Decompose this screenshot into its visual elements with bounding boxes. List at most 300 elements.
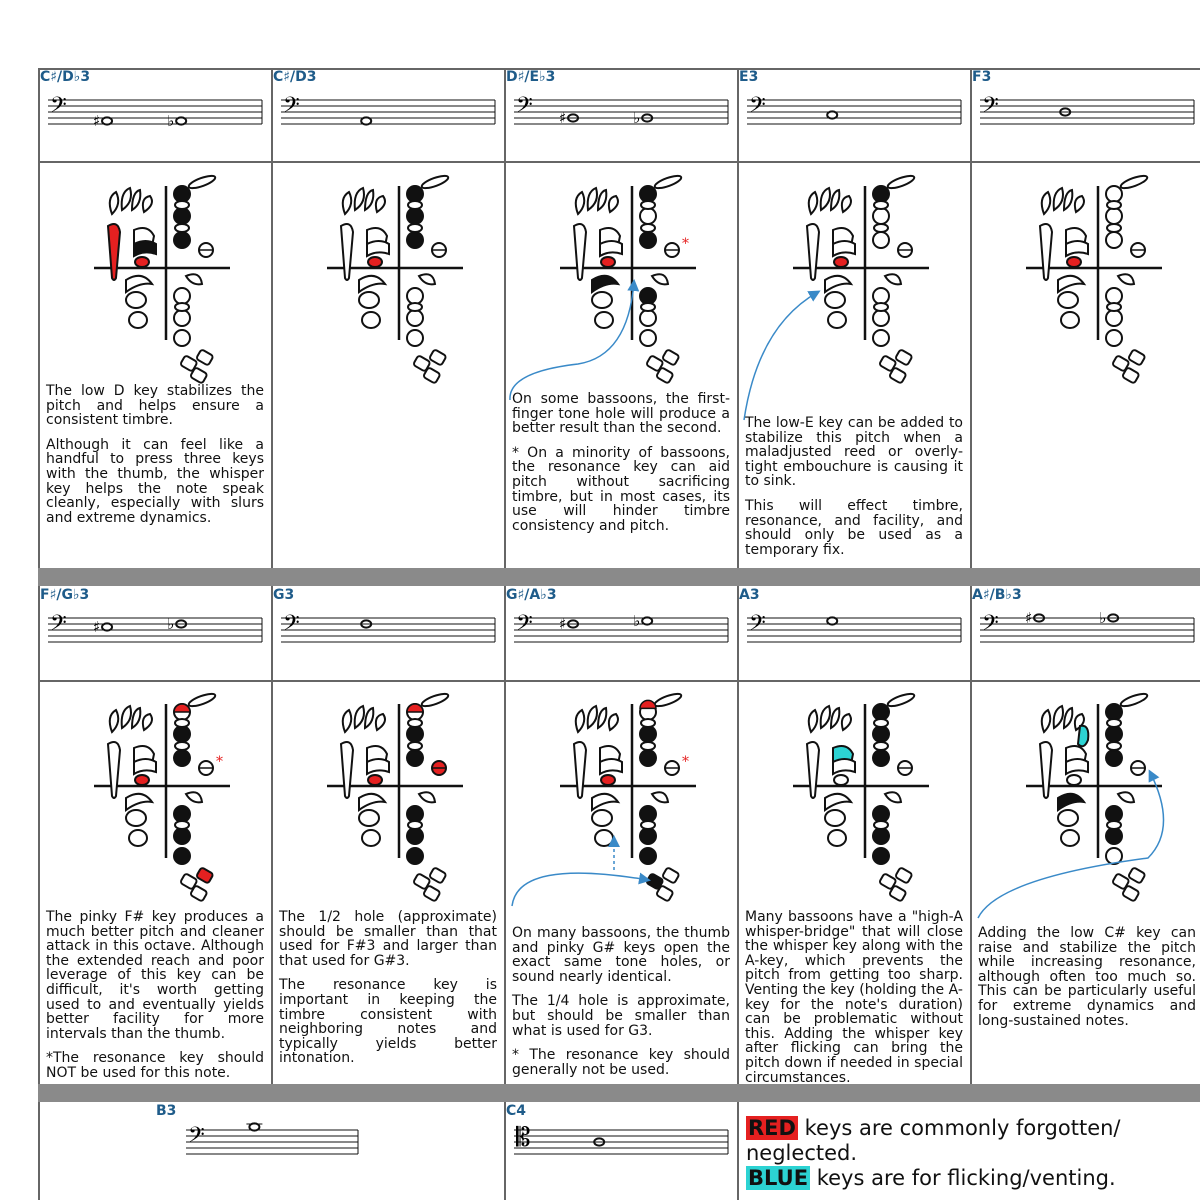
hole-l3 xyxy=(873,750,889,766)
low-d-key xyxy=(108,224,120,280)
rh-trill-1 xyxy=(874,821,888,829)
hole-r1 xyxy=(873,288,889,304)
thumb-key-4 xyxy=(143,196,152,212)
flat-sign: ♭ xyxy=(633,109,641,127)
hole-l3 xyxy=(873,232,889,248)
hole-l3 xyxy=(640,750,656,766)
thumb-e-key xyxy=(1058,276,1084,292)
whisper-lock xyxy=(367,241,389,256)
staff xyxy=(512,1122,730,1166)
whisper-lock xyxy=(134,241,156,256)
alto-clef: 𝄡 xyxy=(516,1123,531,1153)
thumb-gsharp-key xyxy=(362,312,380,328)
note-name: G3 xyxy=(273,587,295,603)
whisper-key xyxy=(886,691,915,708)
bass-clef: 𝄢 xyxy=(982,611,999,641)
hole-l1 xyxy=(873,704,889,720)
fingering-diagram xyxy=(315,690,465,905)
note-name: A3 xyxy=(739,587,760,603)
thumb-key-4 xyxy=(609,196,618,212)
asterisk: * xyxy=(216,754,223,770)
thumb-e-key xyxy=(359,794,385,810)
note-name: G♯/A♭3 xyxy=(506,587,557,603)
whisper-key xyxy=(1119,173,1148,190)
hole-r2 xyxy=(640,310,656,326)
thumb-key-4 xyxy=(842,714,851,730)
note-cell xyxy=(504,586,737,1084)
note-cell xyxy=(38,68,271,568)
hole-r2 xyxy=(873,310,889,326)
fingering-diagram xyxy=(781,172,931,387)
thumb-key-1 xyxy=(576,710,585,732)
thumb-key-2 xyxy=(122,706,131,728)
whisper-key xyxy=(187,173,216,190)
low-d-key xyxy=(807,224,819,280)
description-paragraph: Many bassoons have a "high-A whisper-bridge" that will close the whisper key along with the A-key, which prevents the pitch from getting too sharp. Venting the key (holding the A-key for the note's duration) can be problematic without this. Adding the whisper key after flicking can bring the pitch down if needed in special circumstances. xyxy=(745,909,963,1086)
low-d-key xyxy=(341,224,353,280)
trill-key-2 xyxy=(1107,224,1121,232)
trill-key-1 xyxy=(641,719,655,727)
note-name: C4 xyxy=(506,1103,527,1119)
pancake-key xyxy=(601,775,615,785)
hole-r2 xyxy=(1106,828,1122,844)
hole-r3 xyxy=(873,330,889,346)
hole-l2 xyxy=(1106,208,1122,224)
trill-key-2 xyxy=(175,742,189,750)
hole-r1 xyxy=(640,288,656,304)
thumb-gsharp-key xyxy=(1061,312,1079,328)
hole-r2 xyxy=(1106,310,1122,326)
trill-key-1 xyxy=(175,719,189,727)
pinky-fsharp-key xyxy=(196,867,214,884)
hole-l3 xyxy=(174,750,190,766)
thumb-key-1 xyxy=(110,192,119,214)
fingering-diagram xyxy=(82,690,232,905)
pancake-key xyxy=(135,775,149,785)
thumb-key-4 xyxy=(376,714,385,730)
rh-trill-1 xyxy=(1107,303,1121,311)
blue-label: BLUE xyxy=(748,1166,809,1190)
thumb-e-key xyxy=(592,794,618,810)
hole-r3 xyxy=(1106,330,1122,346)
hole-r1 xyxy=(640,806,656,822)
trill-key-2 xyxy=(874,742,888,750)
hole-l2 xyxy=(174,726,190,742)
pinky-fsharp-key xyxy=(196,349,214,366)
rh-trill-1 xyxy=(874,303,888,311)
bflat-key xyxy=(419,274,435,284)
trill-key-1 xyxy=(641,201,655,209)
thumb-f-key xyxy=(825,810,845,826)
staff xyxy=(279,92,497,136)
hole-l2 xyxy=(1106,726,1122,742)
pancake-key xyxy=(368,257,382,267)
note-cell xyxy=(970,68,1200,568)
whisper-lock xyxy=(833,241,855,256)
hole-r3 xyxy=(640,330,656,346)
thumb-key-2 xyxy=(1054,188,1063,210)
thumb-gsharp-key xyxy=(129,312,147,328)
thumb-key-1 xyxy=(1042,710,1051,732)
thumb-e-key xyxy=(126,276,152,292)
thumb-key-3 xyxy=(365,190,373,210)
description xyxy=(279,910,497,1076)
note-name: E3 xyxy=(739,69,759,85)
bflat-key xyxy=(186,792,202,802)
section-divider xyxy=(38,568,1200,586)
hole-l1 xyxy=(174,186,190,202)
trill-key-1 xyxy=(408,719,422,727)
hole-l1 xyxy=(640,186,656,202)
hole-l3 xyxy=(407,750,423,766)
description-paragraph: The 1/4 hole is approximate, but should be smaller than what is used for G3. xyxy=(512,993,730,1039)
whisper-lock xyxy=(600,759,622,774)
thumb-key-2 xyxy=(588,188,597,210)
note-cell xyxy=(504,68,737,568)
thumb-key-1 xyxy=(809,710,818,732)
note-name: B3 xyxy=(156,1103,177,1119)
hole-l1 xyxy=(1106,704,1122,720)
staff xyxy=(978,610,1196,654)
description xyxy=(46,384,264,535)
description xyxy=(745,910,963,1095)
thumb-key-4 xyxy=(842,196,851,212)
hole-r2 xyxy=(174,828,190,844)
trill-key-1 xyxy=(175,201,189,209)
hole-r2 xyxy=(407,310,423,326)
hole-r1 xyxy=(1106,288,1122,304)
thumb-key-1 xyxy=(809,192,818,214)
bass-clef: 𝄢 xyxy=(50,93,67,123)
rh-trill-1 xyxy=(408,821,422,829)
bflat-key xyxy=(652,274,668,284)
pinky-fsharp-key xyxy=(895,349,913,366)
description xyxy=(978,926,1196,1038)
note-name: C♯/D3 xyxy=(273,69,317,85)
bass-clef: 𝄢 xyxy=(516,93,533,123)
thumb-key-2 xyxy=(355,706,364,728)
pancake-key xyxy=(368,775,382,785)
hole-r1 xyxy=(174,288,190,304)
note-name: A♯/B♭3 xyxy=(972,587,1022,603)
low-d-key xyxy=(807,742,819,798)
rh-trill-1 xyxy=(641,303,655,311)
thumb-f-key xyxy=(592,292,612,308)
thumb-key-3 xyxy=(132,190,140,210)
hole-l3 xyxy=(174,232,190,248)
bflat-key xyxy=(419,792,435,802)
thumb-gsharp-key xyxy=(129,830,147,846)
hole-r2 xyxy=(407,828,423,844)
thumb-gsharp-key xyxy=(595,830,613,846)
sharp-sign: ♯ xyxy=(93,618,101,636)
sharp-sign: ♯ xyxy=(559,615,567,633)
low-d-key xyxy=(108,742,120,798)
asterisk: * xyxy=(682,754,689,770)
low-d-key xyxy=(1040,224,1052,280)
trill-key-2 xyxy=(408,742,422,750)
legend-blue xyxy=(746,1166,1186,1191)
note-cell xyxy=(271,68,504,568)
hole-l3 xyxy=(1106,750,1122,766)
fingering-diagram xyxy=(548,690,698,905)
thumb-key-3 xyxy=(132,708,140,728)
pancake-key xyxy=(601,257,615,267)
note-name: F3 xyxy=(972,69,992,85)
staff xyxy=(745,92,963,136)
note-cell xyxy=(737,586,970,1084)
description-paragraph: Adding the low C# key can raise and stabilize the pitch while increasing resonance, although often too much so. This can be particularly useful for extreme dynamics and long-sustained notes. xyxy=(978,925,1196,1029)
asterisk: * xyxy=(682,236,689,252)
thumb-key-4 xyxy=(376,196,385,212)
whisper-lock xyxy=(134,759,156,774)
hole-r1 xyxy=(174,806,190,822)
thumb-key-2 xyxy=(588,706,597,728)
staff xyxy=(512,610,730,654)
thumb-gsharp-key xyxy=(1061,830,1079,846)
thumb-f-key xyxy=(126,810,146,826)
thumb-key-3 xyxy=(1064,708,1072,728)
thumb-e-key xyxy=(126,794,152,810)
bflat-key xyxy=(652,792,668,802)
pinky-fsharp-key xyxy=(662,867,680,884)
hole-r2 xyxy=(640,828,656,844)
description xyxy=(46,910,264,1091)
trill-key-2 xyxy=(1107,742,1121,750)
trill-key-1 xyxy=(874,201,888,209)
fingering-diagram xyxy=(781,690,931,905)
rh-trill-1 xyxy=(1107,821,1121,829)
trill-key-1 xyxy=(1107,719,1121,727)
thumb-key-1 xyxy=(343,710,352,732)
pancake-key xyxy=(834,257,848,267)
whisper-lock xyxy=(1066,241,1088,256)
pinky-fsharp-key xyxy=(895,867,913,884)
hole-l3 xyxy=(1106,232,1122,248)
note-cell xyxy=(38,1102,504,1200)
rh-trill-1 xyxy=(175,821,189,829)
thumb-e-key xyxy=(1058,794,1084,810)
note-cell xyxy=(38,586,271,1084)
thumb-key-3 xyxy=(1064,190,1072,210)
description-paragraph: The pinky F# key produces a much better pitch and cleaner attack in this octave. Although the extended reach and poor leverage of this key can be difficult, it's worth getting used to and eventually yields better facility for more intervals than the thumb. xyxy=(46,909,264,1042)
whisper-key xyxy=(653,173,682,190)
staff xyxy=(978,92,1196,136)
thumb-key-2 xyxy=(355,188,364,210)
hole-l2 xyxy=(640,208,656,224)
thumb-key-3 xyxy=(831,190,839,210)
bass-clef: 𝄢 xyxy=(283,611,300,641)
flat-sign: ♭ xyxy=(1099,610,1107,627)
fingering-diagram xyxy=(82,172,232,387)
pinky-fsharp-key xyxy=(429,349,447,366)
thumb-f-key xyxy=(359,810,379,826)
thumb-e-key xyxy=(825,794,851,810)
thumb-key-4 xyxy=(1075,196,1084,212)
thumb-key-1 xyxy=(1042,192,1051,214)
whisper-key xyxy=(420,173,449,190)
hole-r3 xyxy=(407,330,423,346)
bflat-key xyxy=(885,274,901,284)
hole-l1 xyxy=(407,186,423,202)
bass-clef: 𝄢 xyxy=(749,93,766,123)
thumb-key-4 xyxy=(609,714,618,730)
description xyxy=(512,926,730,1087)
legend-red xyxy=(746,1116,1186,1166)
hole-r1 xyxy=(407,806,423,822)
bass-clef: 𝄢 xyxy=(749,611,766,641)
staff xyxy=(46,92,264,136)
hole-r3 xyxy=(1106,848,1122,864)
thumb-key-4 xyxy=(143,714,152,730)
pancake-key xyxy=(834,775,848,785)
description-paragraph: The low D key stabilizes the pitch and helps ensure a consistent timbre. xyxy=(46,383,264,429)
bflat-key xyxy=(1118,792,1134,802)
hole-l1 xyxy=(1106,186,1122,202)
thumb-f-key xyxy=(825,292,845,308)
pinky-fsharp-key xyxy=(1128,867,1146,884)
description-paragraph: On some bassoons, the first-finger tone hole will produce a better result than the second. xyxy=(512,391,730,437)
hole-l2 xyxy=(407,726,423,742)
thumb-key-2 xyxy=(821,706,830,728)
description-paragraph: The resonance key is important in keeping the timbre consistent with neighboring notes and typically yields better intonation. xyxy=(279,977,497,1067)
thumb-e-key xyxy=(825,276,851,292)
trill-key-2 xyxy=(874,224,888,232)
flat-sign: ♭ xyxy=(167,615,175,633)
pinky-fsharp-key xyxy=(662,349,680,366)
hole-r3 xyxy=(174,330,190,346)
sharp-sign: ♯ xyxy=(559,109,567,127)
trill-key-2 xyxy=(408,224,422,232)
thumb-gsharp-key xyxy=(362,830,380,846)
whisper-key xyxy=(886,173,915,190)
whisper-lock xyxy=(367,759,389,774)
pancake-key xyxy=(135,257,149,267)
staff xyxy=(745,610,963,654)
blue-text: keys are for flicking/venting. xyxy=(810,1166,1116,1190)
hole-l3 xyxy=(407,232,423,248)
note-cell xyxy=(504,1102,737,1200)
description xyxy=(745,416,963,567)
low-d-key xyxy=(574,224,586,280)
fingering-chart xyxy=(38,68,1200,1200)
thumb-key-1 xyxy=(110,710,119,732)
color-legend xyxy=(746,1116,1186,1191)
hole-r3 xyxy=(873,848,889,864)
staff xyxy=(279,610,497,654)
thumb-e-key xyxy=(359,276,385,292)
trill-key-1 xyxy=(874,719,888,727)
thumb-key-2 xyxy=(122,188,131,210)
whisper-key xyxy=(187,691,216,708)
hole-r1 xyxy=(1106,806,1122,822)
fingering-diagram xyxy=(315,172,465,387)
fingering-diagram xyxy=(548,172,698,387)
bflat-key xyxy=(1118,274,1134,284)
thumb-gsharp-key xyxy=(828,312,846,328)
low-d-key xyxy=(1040,742,1052,798)
fingering-diagram xyxy=(1014,690,1164,905)
thumb-key-3 xyxy=(831,708,839,728)
hole-l2 xyxy=(174,208,190,224)
bflat-key xyxy=(885,792,901,802)
hole-r2 xyxy=(873,828,889,844)
flat-sign: ♭ xyxy=(167,112,175,130)
thumb-key-3 xyxy=(598,708,606,728)
thumb-key-1 xyxy=(343,192,352,214)
description-paragraph: *The resonance key should NOT be used for this note. xyxy=(46,1050,264,1081)
hole-l1-partial xyxy=(640,700,656,708)
thumb-key-2 xyxy=(821,188,830,210)
grid-line-v xyxy=(737,1102,739,1200)
bass-clef: 𝄢 xyxy=(283,93,300,123)
description-paragraph: The low-E key can be added to stabilize this pitch when a maladjusted reed or overly-tight embouchure is causing it to sink. xyxy=(745,415,963,490)
note-cell xyxy=(737,68,970,568)
trill-key-2 xyxy=(641,742,655,750)
trill-key-1 xyxy=(1107,201,1121,209)
description-paragraph: On many bassoons, the thumb and pinky G# keys open the exact same tone holes, or sound nearly identical. xyxy=(512,925,730,985)
red-text: keys are commonly forgotten/ neglected. xyxy=(746,1116,1121,1165)
bass-clef: 𝄢 xyxy=(188,1123,205,1153)
low-d-key xyxy=(574,742,586,798)
bass-clef: 𝄢 xyxy=(516,611,533,641)
thumb-gsharp-key xyxy=(595,312,613,328)
trill-key-2 xyxy=(175,224,189,232)
hole-r2 xyxy=(174,310,190,326)
hole-l2 xyxy=(640,726,656,742)
bflat-key xyxy=(186,274,202,284)
whisper-lock xyxy=(833,759,855,774)
trill-key-2 xyxy=(641,224,655,232)
thumb-key-1 xyxy=(576,192,585,214)
hole-r3 xyxy=(407,848,423,864)
sharp-sign: ♯ xyxy=(1025,610,1033,627)
pinky-fsharp-key xyxy=(1128,349,1146,366)
note-name: D♯/E♭3 xyxy=(506,69,556,85)
thumb-f-key xyxy=(592,810,612,826)
fingering-diagram xyxy=(1014,172,1164,387)
flat-sign: ♭ xyxy=(633,612,641,630)
whisper-lock xyxy=(1066,759,1088,774)
description xyxy=(512,392,730,543)
thumb-key-2 xyxy=(1054,706,1063,728)
description-paragraph: The 1/2 hole (approximate) should be smaller than that used for F#3 and larger than that used for G#3. xyxy=(279,909,497,969)
description-paragraph: * The resonance key should generally not be used. xyxy=(512,1047,730,1078)
hole-l2 xyxy=(407,208,423,224)
sharp-sign: ♯ xyxy=(93,112,101,130)
rh-trill-1 xyxy=(408,303,422,311)
note-name: C♯/D♭3 xyxy=(40,69,91,85)
thumb-key-3 xyxy=(365,708,373,728)
pinky-fsharp-key xyxy=(429,867,447,884)
red-label: RED xyxy=(748,1116,796,1140)
whisper-key xyxy=(1119,691,1148,708)
hole-l3 xyxy=(640,232,656,248)
staff xyxy=(184,1122,360,1166)
rh-trill-1 xyxy=(175,303,189,311)
note-name: F♯/G♭3 xyxy=(40,587,90,603)
hole-l2 xyxy=(873,726,889,742)
hole-l1 xyxy=(873,186,889,202)
thumb-f-key xyxy=(1058,810,1078,826)
thumb-f-key xyxy=(126,292,146,308)
pancake-key xyxy=(1067,775,1081,785)
low-d-key xyxy=(341,742,353,798)
thumb-f-key xyxy=(359,292,379,308)
thumb-key-3 xyxy=(598,190,606,210)
thumb-gsharp-key xyxy=(828,830,846,846)
staff xyxy=(512,92,730,136)
